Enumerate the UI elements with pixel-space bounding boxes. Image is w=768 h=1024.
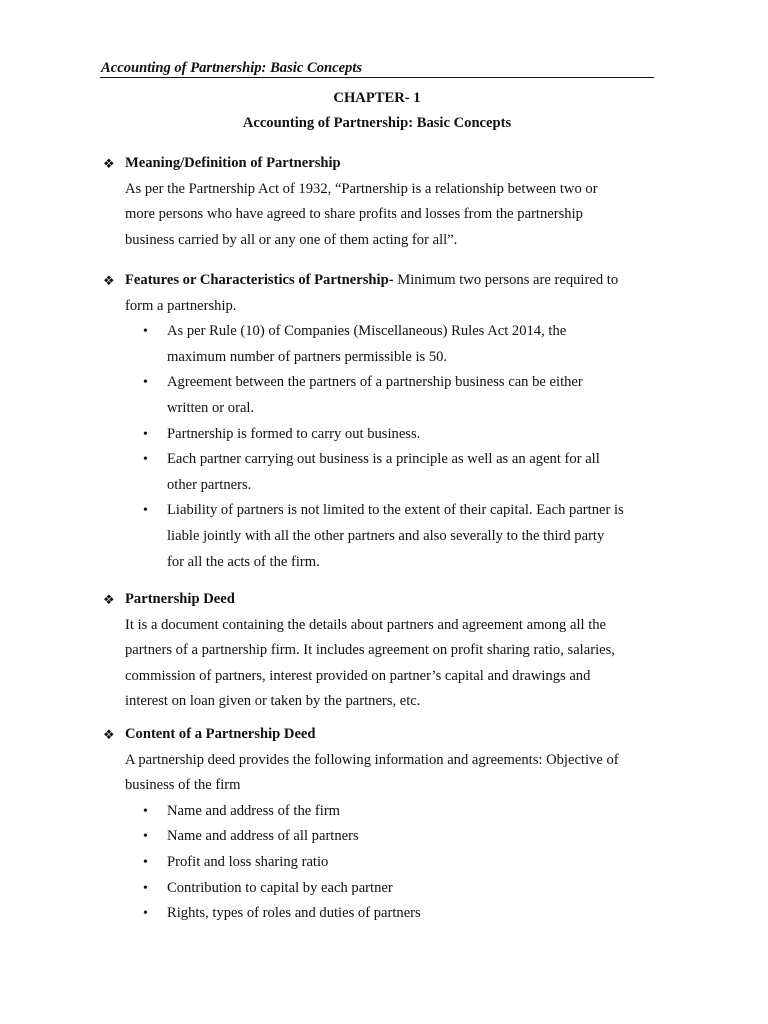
section-heading-text: Content of a Partnership Deed (125, 726, 316, 742)
list-item (103, 850, 655, 876)
round-bullet-icon: • (143, 829, 148, 845)
list-item (103, 799, 655, 825)
running-header: Accounting of Partnership: Basic Concepts (101, 60, 363, 76)
paragraph-line: It is a document containing the details about partners and agreement among all the (125, 616, 607, 633)
paragraph-line: interest on loan given or taken by the partners, etc. (125, 693, 421, 710)
section-heading-text: Features or Characteristics of Partnership- (125, 272, 394, 288)
diamond-bullet-icon: ❖ (103, 727, 115, 742)
list-item (103, 824, 655, 850)
section-heading-text: Meaning/Definition of Partnership (125, 155, 341, 171)
paragraph-line: A partnership deed provides the following information and agreements: Objective of (125, 751, 619, 768)
list-item-line: Profit and loss sharing ratio (167, 853, 329, 870)
round-bullet-icon: • (143, 452, 148, 468)
paragraph-line: As per the Partnership Act of 1932, “Partnership is a relationship between two or (125, 180, 598, 197)
list-item-line: Contribution to capital by each partner (167, 879, 393, 896)
section-heading (103, 722, 655, 748)
paragraph-line: business carried by all or any one of them acting for all”. (125, 231, 458, 248)
section-heading (103, 587, 655, 613)
list-item-line: for all the acts of the firm. (167, 553, 320, 570)
deed-contents-list (103, 799, 655, 927)
chapter-number: CHAPTER- 1 (333, 90, 421, 106)
round-bullet-icon: • (143, 803, 148, 819)
section-features (103, 268, 655, 575)
section-deed (103, 587, 655, 715)
section-heading-continuation: Minimum two persons are required to (393, 272, 619, 288)
round-bullet-icon: • (143, 426, 148, 442)
diamond-bullet-icon: ❖ (103, 273, 115, 288)
paragraph-line: partners of a partnership firm. It includes agreement on profit sharing ratio, salaries, (125, 642, 615, 659)
list-item-line: Agreement between the partners of a partnership business can be either (167, 374, 583, 391)
list-item-line: maximum number of partners permissible is 50. (167, 348, 448, 365)
list-item-line: Name and address of the firm (167, 802, 341, 819)
list-item-line: Name and address of all partners (167, 828, 359, 845)
diamond-bullet-icon: ❖ (103, 156, 115, 171)
list-item-line: As per Rule (10) of Companies (Miscellaneous) Rules Act 2014, the (167, 323, 567, 340)
list-item-line: Rights, types of roles and duties of partners (167, 905, 421, 922)
list-item (103, 370, 655, 421)
section-heading-text: Partnership Deed (125, 591, 235, 607)
section-deed-content (103, 722, 655, 927)
list-item-line: written or oral. (167, 399, 255, 416)
list-item (103, 319, 655, 370)
list-item (103, 422, 655, 448)
chapter-title: Accounting of Partnership: Basic Concepts (242, 115, 512, 131)
round-bullet-icon: • (143, 880, 148, 896)
list-item (103, 498, 655, 575)
round-bullet-icon: • (143, 324, 148, 340)
paragraph-line: more persons who have agreed to share profits and losses from the partnership (125, 206, 583, 223)
paragraph-line: commission of partners, interest provided on partner’s capital and drawings and (125, 667, 591, 684)
list-item-line: other partners. (167, 476, 252, 493)
list-item-line: Each partner carrying out business is a principle as well as an agent for all (167, 451, 600, 468)
features-list (103, 319, 655, 575)
round-bullet-icon: • (143, 854, 148, 870)
list-item (103, 876, 655, 902)
list-item (103, 901, 655, 927)
section-heading (103, 151, 655, 177)
round-bullet-icon: • (143, 503, 148, 519)
diamond-bullet-icon: ❖ (103, 592, 115, 607)
list-item (103, 447, 655, 498)
list-item-line: Partnership is formed to carry out business. (167, 425, 421, 442)
round-bullet-icon: • (143, 375, 148, 391)
round-bullet-icon: • (143, 906, 148, 922)
header-rule (100, 77, 654, 78)
section-heading (103, 268, 655, 294)
section-meaning (103, 151, 655, 253)
paragraph-line: form a partnership. (125, 297, 237, 314)
list-item-line: liable jointly with all the other partners and also severally to the third party (167, 527, 605, 544)
list-item-line: Liability of partners is not limited to the extent of their capital. Each partner is (167, 502, 624, 519)
paragraph-line: business of the firm (125, 777, 241, 794)
